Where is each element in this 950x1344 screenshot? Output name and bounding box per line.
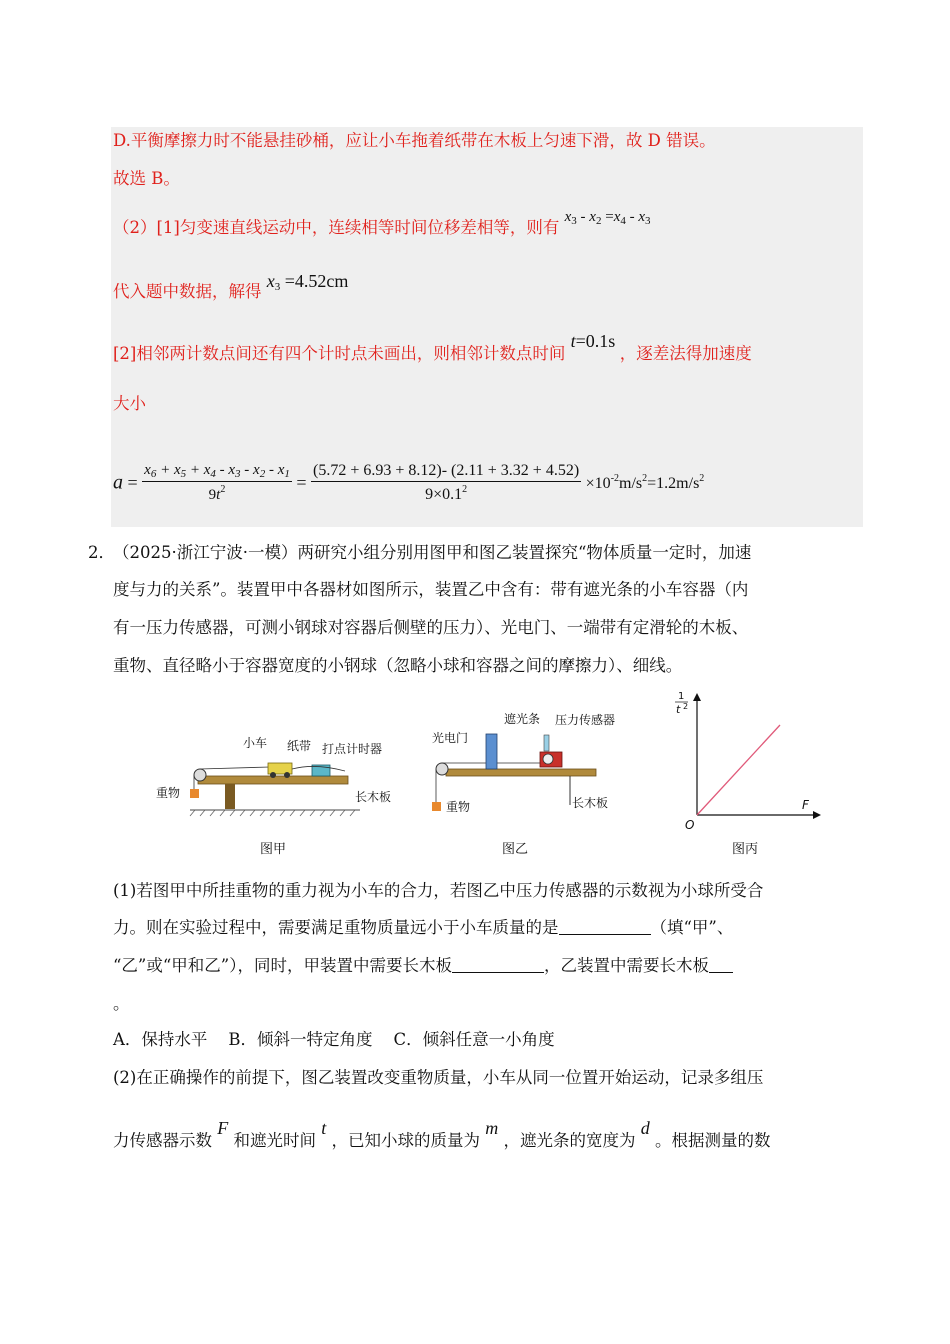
caption-jia: 图甲 bbox=[260, 842, 287, 857]
blank-1[interactable] bbox=[559, 918, 651, 935]
jia-label-tape: 纸带 bbox=[287, 739, 312, 753]
yi-photogate bbox=[486, 734, 497, 769]
part1-line-3b: ，乙装置中需要长木板 bbox=[544, 956, 709, 975]
jia-label-timer: 打点计时器 bbox=[322, 742, 383, 756]
frac2-den: $9\times 0.1^2$ bbox=[425, 484, 468, 503]
frac1-den: $9t^2$ bbox=[208, 484, 226, 503]
acceleration-formula: a = $\frac{x_6 + x_5 + x_4 - x_3 - x_2 - x_1}{9t^2}$ = $\frac{(5.72 + 6.93 + 8.12)- (2.11 + 3.32 + 4.52)}{9\times 0.1^2}$ $\times 10^{-2}m/s^2=1.2m/s^2$ bbox=[113, 462, 705, 503]
bing-y-label-exp: 2 bbox=[683, 702, 689, 711]
blank-2[interactable] bbox=[452, 956, 544, 973]
question-line-4: 重物、直径略小于容器宽度的小钢球（忽略小球和容器之间的摩擦力）、细线。 bbox=[113, 656, 683, 675]
part2-line-1: (2)在正确操作的前提下，图乙装置改变重物质量，小车从同一位置开始运动，记录多组压 bbox=[113, 1068, 764, 1087]
part1-line-3a: “乙”或“甲和乙”），同时，甲装置中需要长木板 bbox=[113, 956, 452, 975]
t-value: t=0.1s bbox=[570, 331, 616, 351]
var-d: d bbox=[640, 1118, 650, 1138]
answer-line-choose: 故选 B。 bbox=[113, 169, 180, 188]
answer-2-2-tail: ，逐差法得加速度 bbox=[619, 344, 752, 363]
jia-label-board: 长木板 bbox=[355, 790, 392, 804]
answer-line-sub bbox=[113, 271, 349, 308]
figure-bing bbox=[675, 685, 835, 835]
var-m: m bbox=[485, 1118, 499, 1138]
frac2-num: (5.72 + 6.93 + 8.12)- (2.11 + 3.32 + 4.52) bbox=[311, 462, 581, 482]
jia-pulley bbox=[194, 769, 206, 781]
jia-label-cart: 小车 bbox=[243, 736, 268, 750]
answer-2-1-text: （2）[1]匀变速直线运动中，连续相等时间位移差相等，则有 bbox=[113, 218, 560, 237]
part1-options: A．保持水平 B．倾斜一特定角度 C．倾斜任意一小角度 bbox=[113, 1030, 555, 1049]
bing-x-label: F bbox=[802, 798, 809, 812]
question-line-2: 度与力的关系”。装置甲中各器材如图所示，装置乙中含有：带有遮光条的小车容器（内 bbox=[113, 580, 749, 599]
part1-line-2b: （填“甲”、 bbox=[650, 918, 734, 937]
var-F: F bbox=[217, 1118, 229, 1138]
bing-line bbox=[697, 725, 780, 815]
question-line-1: （2025·浙江宁波·一模）两研究小组分别用图甲和图乙装置探究“物体质量一定时，加速 bbox=[113, 543, 752, 562]
yi-pulley bbox=[436, 763, 448, 775]
part1-line-2a: 力。则在实验过程中，需要满足重物质量远小于小车质量的是 bbox=[113, 918, 559, 937]
part1-line-1: (1)若图甲中所挂重物的重力视为小车的合力，若图乙中压力传感器的示数视为小球所受合 bbox=[113, 881, 764, 900]
caption-bing: 图丙 bbox=[732, 842, 759, 857]
part2-line-2: 力传感器示数 F 和遮光时间 t ，已知小球的质量为 m ，遮光条的宽度为 d 。根据测量的数 bbox=[113, 1118, 771, 1150]
answer-line-2-1 bbox=[113, 209, 651, 244]
yi-shade-strip bbox=[544, 735, 549, 751]
question-number: 2． bbox=[88, 543, 115, 562]
bing-y-label-den: t bbox=[676, 703, 681, 716]
bing-origin: O bbox=[685, 818, 695, 832]
question-line-3: 有一压力传感器，可测小钢球对容器后侧壁的压力）、光电门、一端带有定滑轮的木板、 bbox=[113, 618, 749, 637]
jia-weight bbox=[190, 789, 199, 798]
answer-line-2-2b: 大小 bbox=[113, 394, 146, 413]
yi-board bbox=[446, 769, 596, 776]
figure-yi bbox=[420, 697, 650, 847]
yi-ball bbox=[543, 754, 553, 764]
blank-3[interactable] bbox=[709, 956, 733, 973]
part1-line-4: 。 bbox=[113, 994, 130, 1013]
yi-label-photogate: 光电门 bbox=[432, 731, 469, 745]
bing-y-label-num: 1 bbox=[678, 691, 685, 702]
answer-line-d: D.平衡摩擦力时不能悬挂砂桶，应让小车拖着纸带在木板上匀速下滑，故 D 错误。 bbox=[113, 131, 716, 150]
formula-frac1 bbox=[142, 462, 292, 504]
figures bbox=[150, 685, 850, 860]
yi-label-strip: 遮光条 bbox=[504, 712, 541, 726]
yi-label-weight: 重物 bbox=[446, 800, 471, 814]
answer-sub-text: 代入题中数据，解得 bbox=[113, 282, 262, 301]
x3-value: $x_3 =4.52cm$ bbox=[266, 271, 349, 293]
yi-label-sensor: 压力传感器 bbox=[555, 713, 616, 727]
part1-line-3 bbox=[113, 955, 733, 977]
yi-label-board: 长木板 bbox=[572, 796, 609, 810]
formula-frac2 bbox=[311, 462, 581, 504]
jia-label-weight: 重物 bbox=[156, 786, 181, 800]
part1-line-2 bbox=[113, 917, 733, 939]
answer-2-2-text: [2]相邻两计数点间还有四个计时点未画出，则相邻计数点时间 bbox=[113, 344, 566, 363]
yi-weight bbox=[432, 802, 441, 811]
frac1-num: $x_6 + x_5 + x_4 - x_3 - x_2 - x_1$ bbox=[144, 462, 290, 480]
answer-line-2-2 bbox=[113, 331, 752, 365]
figure-jia bbox=[150, 705, 410, 845]
caption-yi: 图乙 bbox=[502, 842, 529, 857]
jia-leg bbox=[225, 784, 235, 809]
diff-equation: $x_3 - x_2 =x_4 - x_3$ bbox=[564, 209, 651, 227]
formula-tail: $\times 10^{-2}m/s^2=1.2m/s^2$ bbox=[585, 473, 705, 492]
var-t: t bbox=[321, 1118, 327, 1138]
